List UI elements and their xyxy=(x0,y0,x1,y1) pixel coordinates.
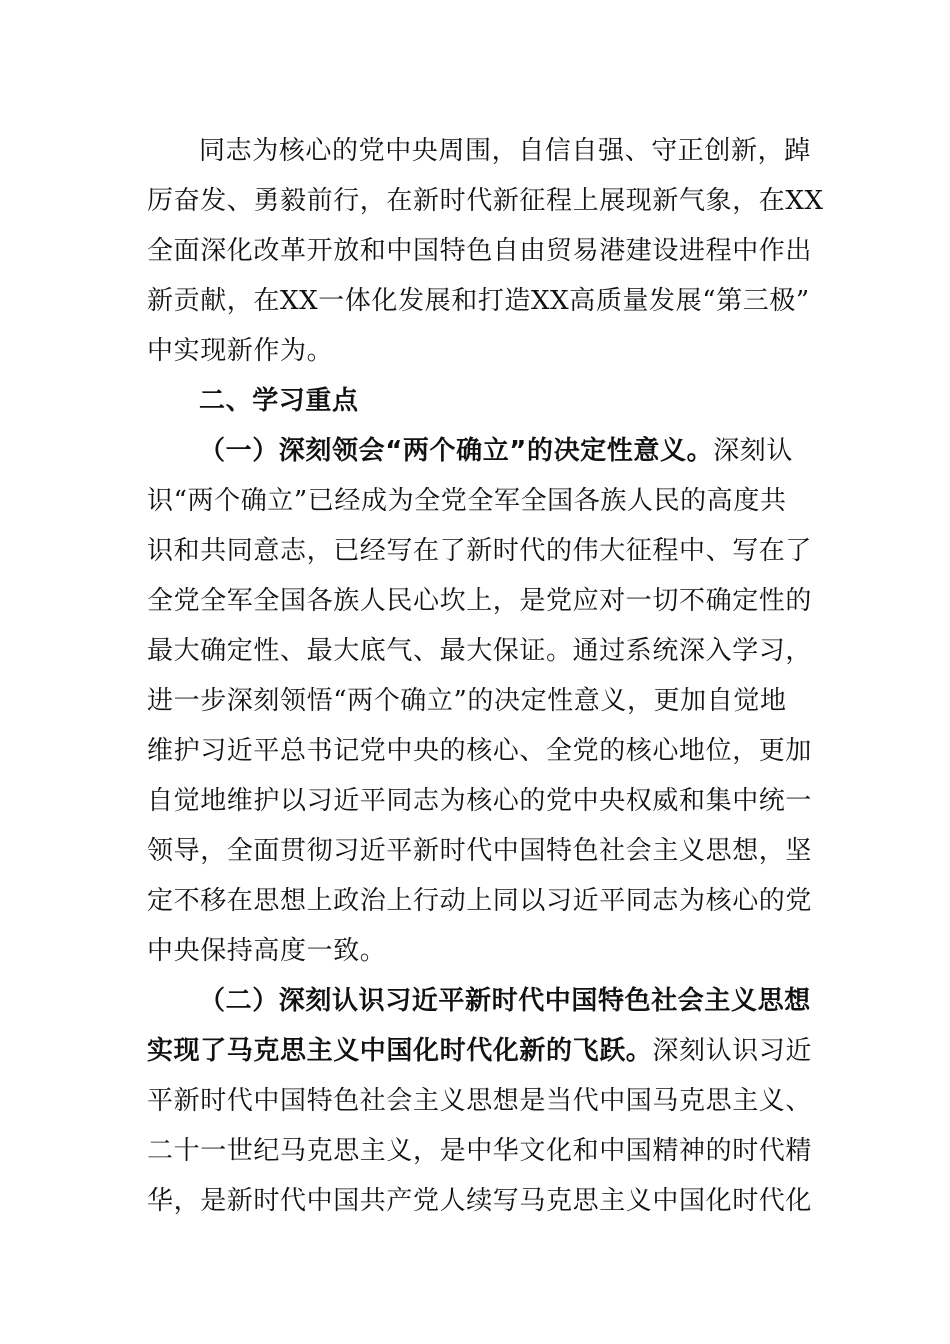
paragraph-line: 进一步深刻领悟“两个确立”的决定性意义，更加自觉地 xyxy=(147,686,787,716)
item-2-title-line-2: 实现了马克思主义中国化时代化新的飞跃。 xyxy=(147,1036,653,1066)
item-2-title-line-1: （二）深刻认识习近平新时代中国特色社会主义思想 xyxy=(199,986,811,1016)
section-heading: 二、学习重点 xyxy=(199,386,359,416)
paragraph-line: 平新时代中国特色社会主义思想是当代中国马克思主义、 xyxy=(147,1086,813,1116)
item-1-title: （一）深刻领会“两个确立”的决定性意义。 xyxy=(199,436,714,466)
paragraph-line: 领导，全面贯彻习近平新时代中国特色社会主义思想，坚 xyxy=(147,836,813,866)
paragraph-line: 定不移在思想上政治上行动上同以习近平同志为核心的党 xyxy=(147,886,813,916)
paragraph-line: 二十一世纪马克思主义，是中华文化和中国精神的时代精 xyxy=(147,1136,813,1166)
item-1-first-line xyxy=(199,433,849,469)
item-2-second-line-rest: 深刻认识习近 xyxy=(652,1036,813,1066)
item-2-second-line xyxy=(147,1033,813,1069)
paragraph-line: 中央保持高度一致。 xyxy=(147,936,387,966)
paragraph-line: 全面深化改革开放和中国特色自由贸易港建设进程中作出 xyxy=(147,236,813,266)
paragraph-line: 维护习近平总书记党中央的核心、全党的核心地位，更加 xyxy=(147,736,813,766)
paragraph-line: 同志为核心的党中央周围，自信自强、守正创新，踔 xyxy=(199,136,811,166)
paragraph-line: 识“两个确立”已经成为全党全军全国各族人民的高度共 xyxy=(147,486,787,516)
paragraph-line: 厉奋发、勇毅前行，在新时代新征程上展现新气象，在XX xyxy=(147,186,824,216)
paragraph-line: 识和共同意志，已经写在了新时代的伟大征程中、写在了 xyxy=(147,536,813,566)
paragraph-line: 中实现新作为。 xyxy=(147,336,334,366)
paragraph-line: 新贡献，在XX一体化发展和打造XX高质量发展“第三极” xyxy=(147,286,810,316)
paragraph-line: 最大确定性、最大底气、最大保证。通过系统深入学习， xyxy=(147,636,813,666)
paragraph-line: 全党全军全国各族人民心坎上，是党应对一切不确定性的 xyxy=(147,586,813,616)
paragraph-line: 自觉地维护以习近平同志为核心的党中央权威和集中统一 xyxy=(147,786,813,816)
item-1-first-line-rest: 深刻认 xyxy=(713,436,793,466)
paragraph-line: 华，是新时代中国共产党人续写马克思主义中国化时代化 xyxy=(147,1186,813,1216)
